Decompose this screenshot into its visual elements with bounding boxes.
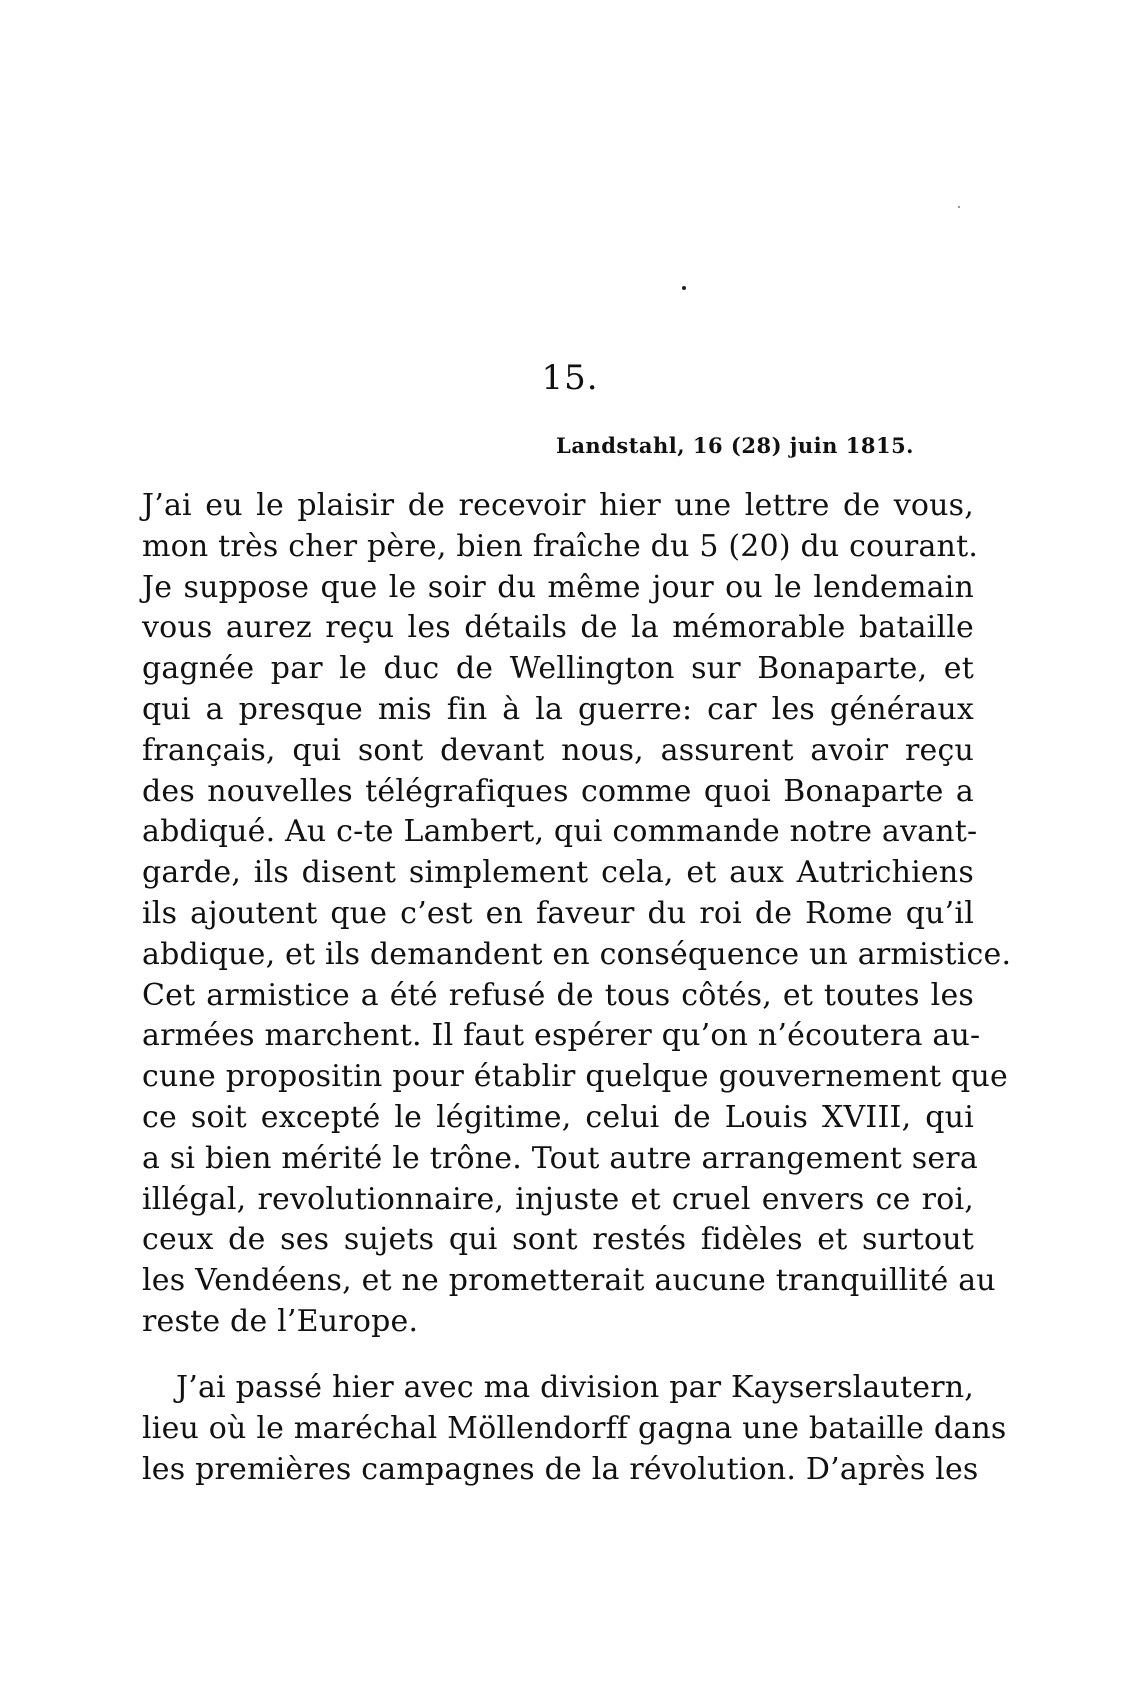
paragraph-2 (142, 1368, 1007, 1490)
text-line: abdique, et ils demandent en conséquence un armistice. (142, 936, 1012, 972)
text-line: J’ai passé hier avec ma division par Kayserslautern, (176, 1370, 974, 1405)
print-speck (958, 206, 960, 208)
text-line: abdiqué. Au c-te Lambert, qui commande notre avant- (142, 814, 978, 850)
paragraph-1 (142, 486, 1012, 1343)
text-line: qui a presque mis fin à la guerre: car les généraux (142, 691, 974, 727)
text-line: français, qui sont devant nous, assurent avoir reçu (142, 732, 974, 768)
text-line: illégal, revolutionnaire, injuste et cruel envers ce roi, (142, 1181, 974, 1217)
text-line: les Vendéens, et ne prometterait aucune tranquillité au (142, 1263, 996, 1299)
text-line: armées marchent. Il faut espérer qu’on n’écoutera au- (142, 1018, 981, 1054)
text-line: Cet armistice a été refusé de tous côtés, et toutes les (142, 977, 974, 1013)
letter-number: 15. (541, 358, 599, 398)
text-line: ceux de ses sujets qui sont restés fidèles et surtout (142, 1222, 974, 1258)
text-line: ce soit excepté le légitime, celui de Louis XVIII, qui (142, 1099, 974, 1135)
print-speck (682, 286, 686, 290)
text-line: reste de l’Europe. (142, 1303, 419, 1339)
text-line: Je suppose que le soir du même jour ou le lendemain (142, 569, 974, 605)
text-line: cune propositin pour établir quelque gouvernement que (142, 1059, 1008, 1095)
text-line: a si bien mérité le trône. Tout autre arrangement sera (142, 1140, 978, 1176)
text-line: mon très cher père, bien fraîche du 5 (20) du courant. (142, 528, 979, 564)
text-line: gagnée par le duc de Wellington sur Bonaparte, et (142, 651, 974, 687)
text-line: des nouvelles télégrafiques comme quoi Bonaparte a (142, 773, 974, 809)
text-line: garde, ils disent simplement cela, et aux Autrichiens (142, 855, 974, 891)
text-line: lieu où le maréchal Möllendorff gagna une bataille dans (142, 1410, 1007, 1446)
text-line: les premières campagnes de la révolution. D’après les (142, 1451, 979, 1487)
text-line: ils ajoutent que c’est en faveur du roi de Rome qu’il (142, 895, 974, 931)
text-line: vous aurez reçu les détails de la mémorable bataille (142, 610, 974, 646)
letter-dateline: Landstahl, 16 (28) juin 1815. (556, 433, 914, 458)
text-line: J’ai eu le plaisir de recevoir hier une lettre de vous, (142, 488, 974, 523)
